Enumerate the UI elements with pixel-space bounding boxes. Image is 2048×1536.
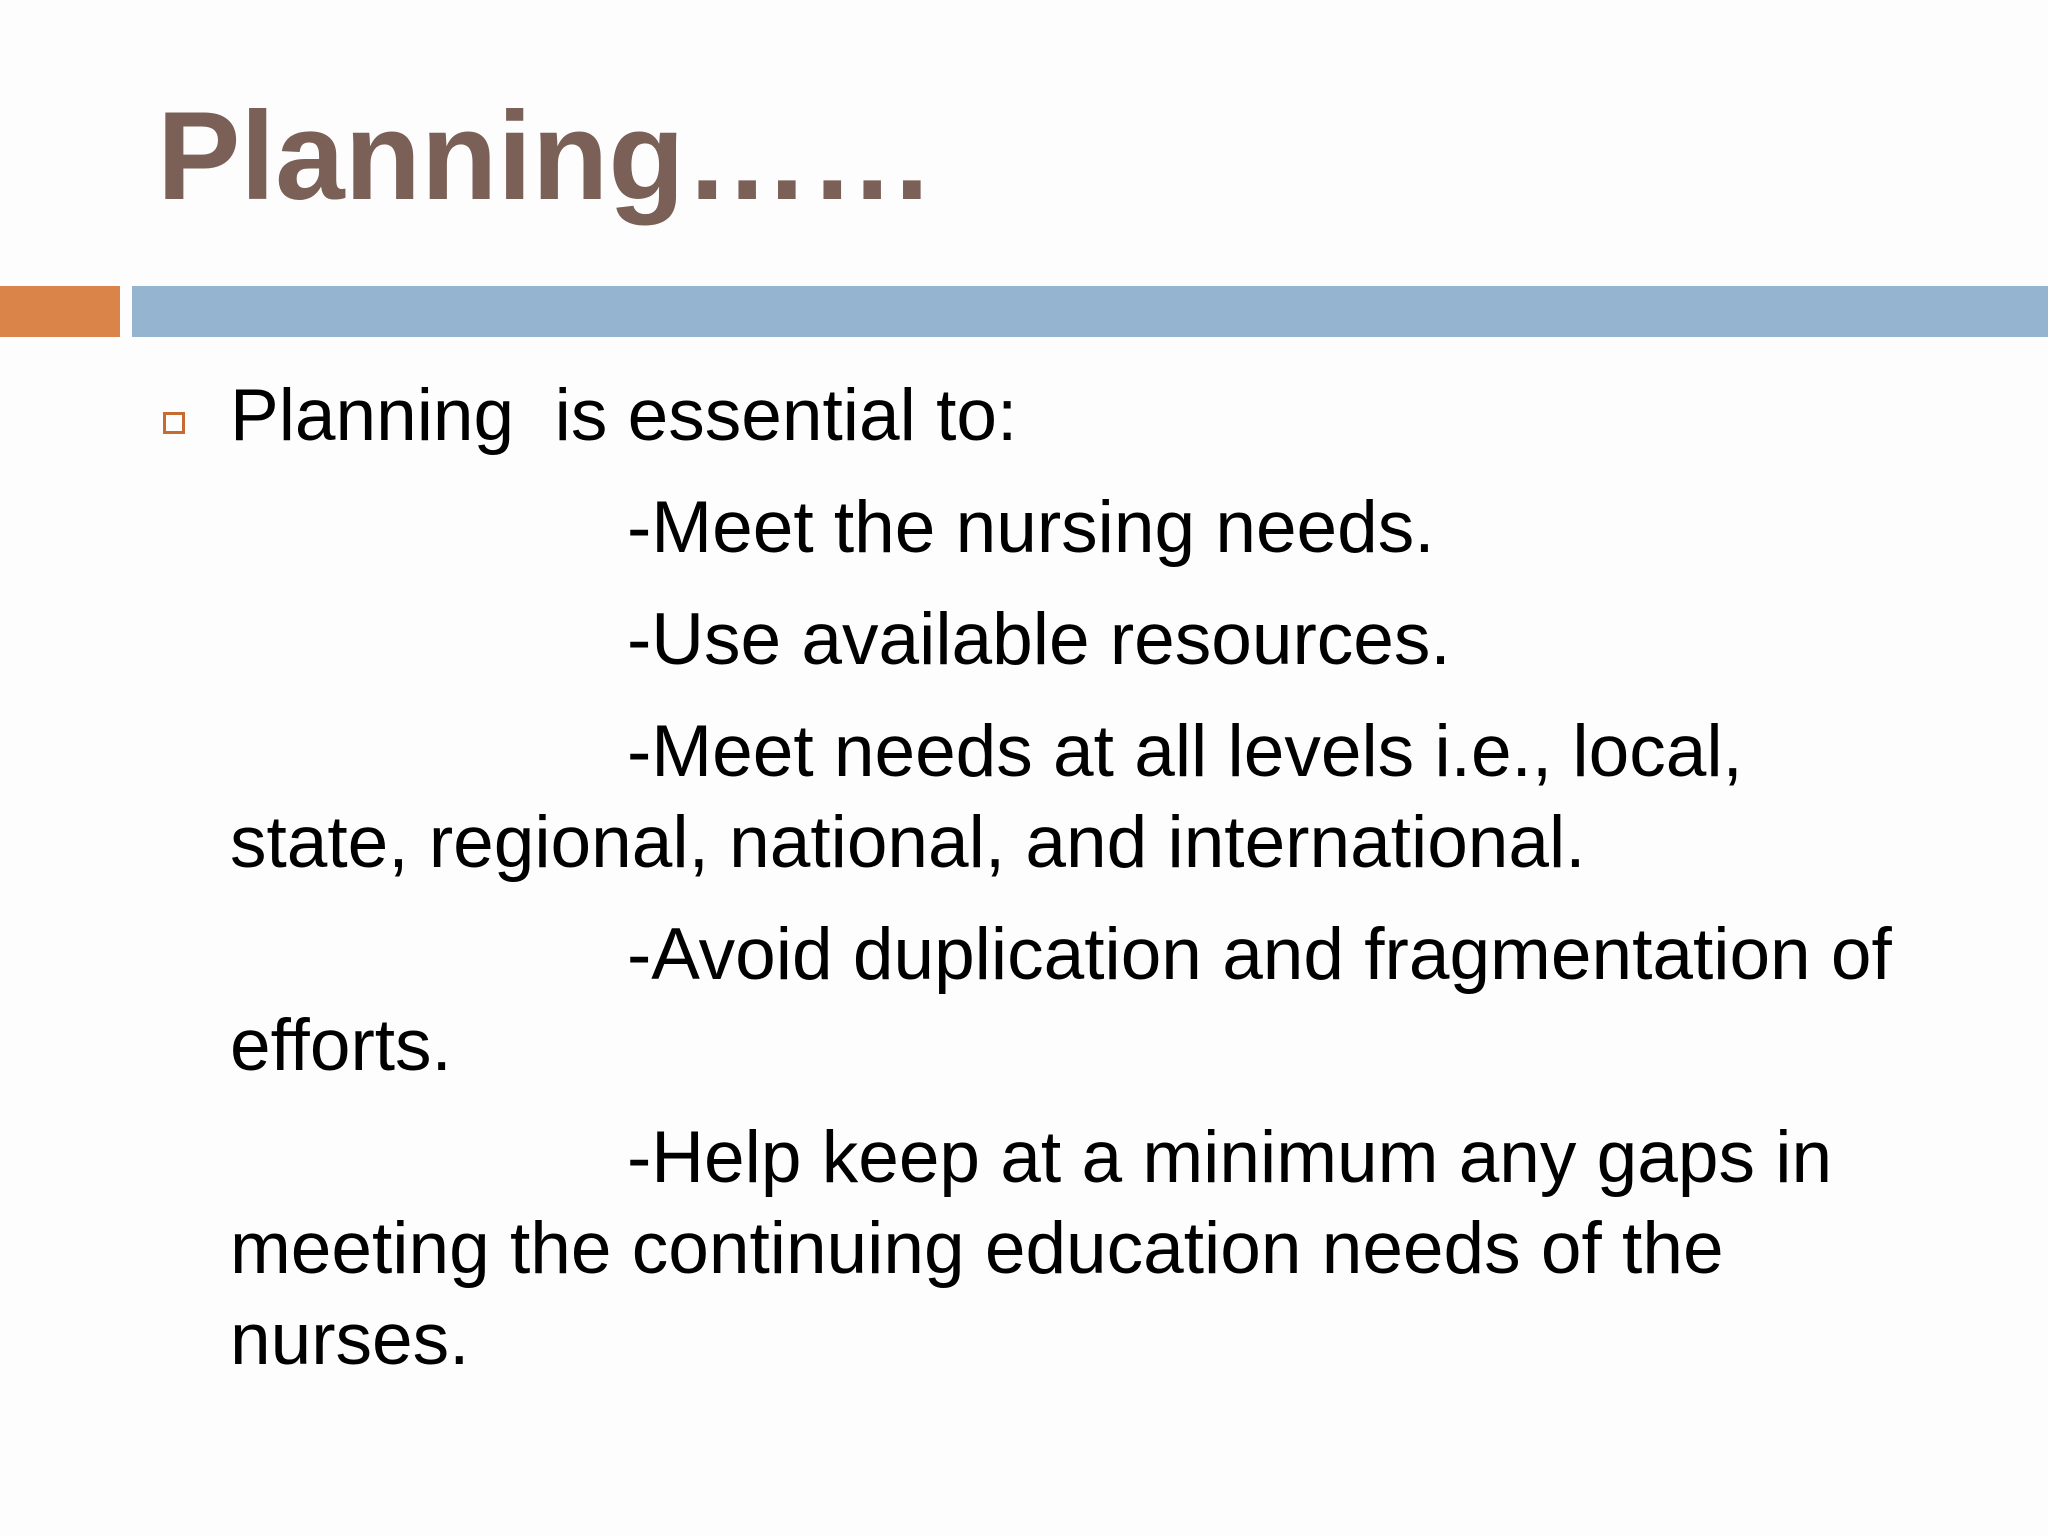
point-minimize-gaps: -Help keep at a minimum any gaps in meeting the continuing education needs of the nurses.	[230, 1117, 1853, 1380]
point-avoid-duplication: -Avoid duplication and fragmentation of efforts.	[230, 914, 1913, 1086]
point-meet-needs-all-levels: -Meet needs at all levels i.e., local, state, regional, national, and international.	[230, 711, 1764, 883]
hollow-square-bullet-icon	[163, 412, 185, 434]
slide-title: Planning……	[157, 87, 935, 226]
accent-bar-orange	[0, 286, 120, 337]
point-use-resources: -Use available resources.	[627, 599, 1451, 680]
bullet-intro-text: Planning is essential to:	[230, 375, 1018, 456]
point-meet-nursing-needs: -Meet the nursing needs.	[627, 487, 1435, 568]
slide-body	[230, 370, 1913, 1385]
accent-bar-blue	[132, 286, 2048, 337]
